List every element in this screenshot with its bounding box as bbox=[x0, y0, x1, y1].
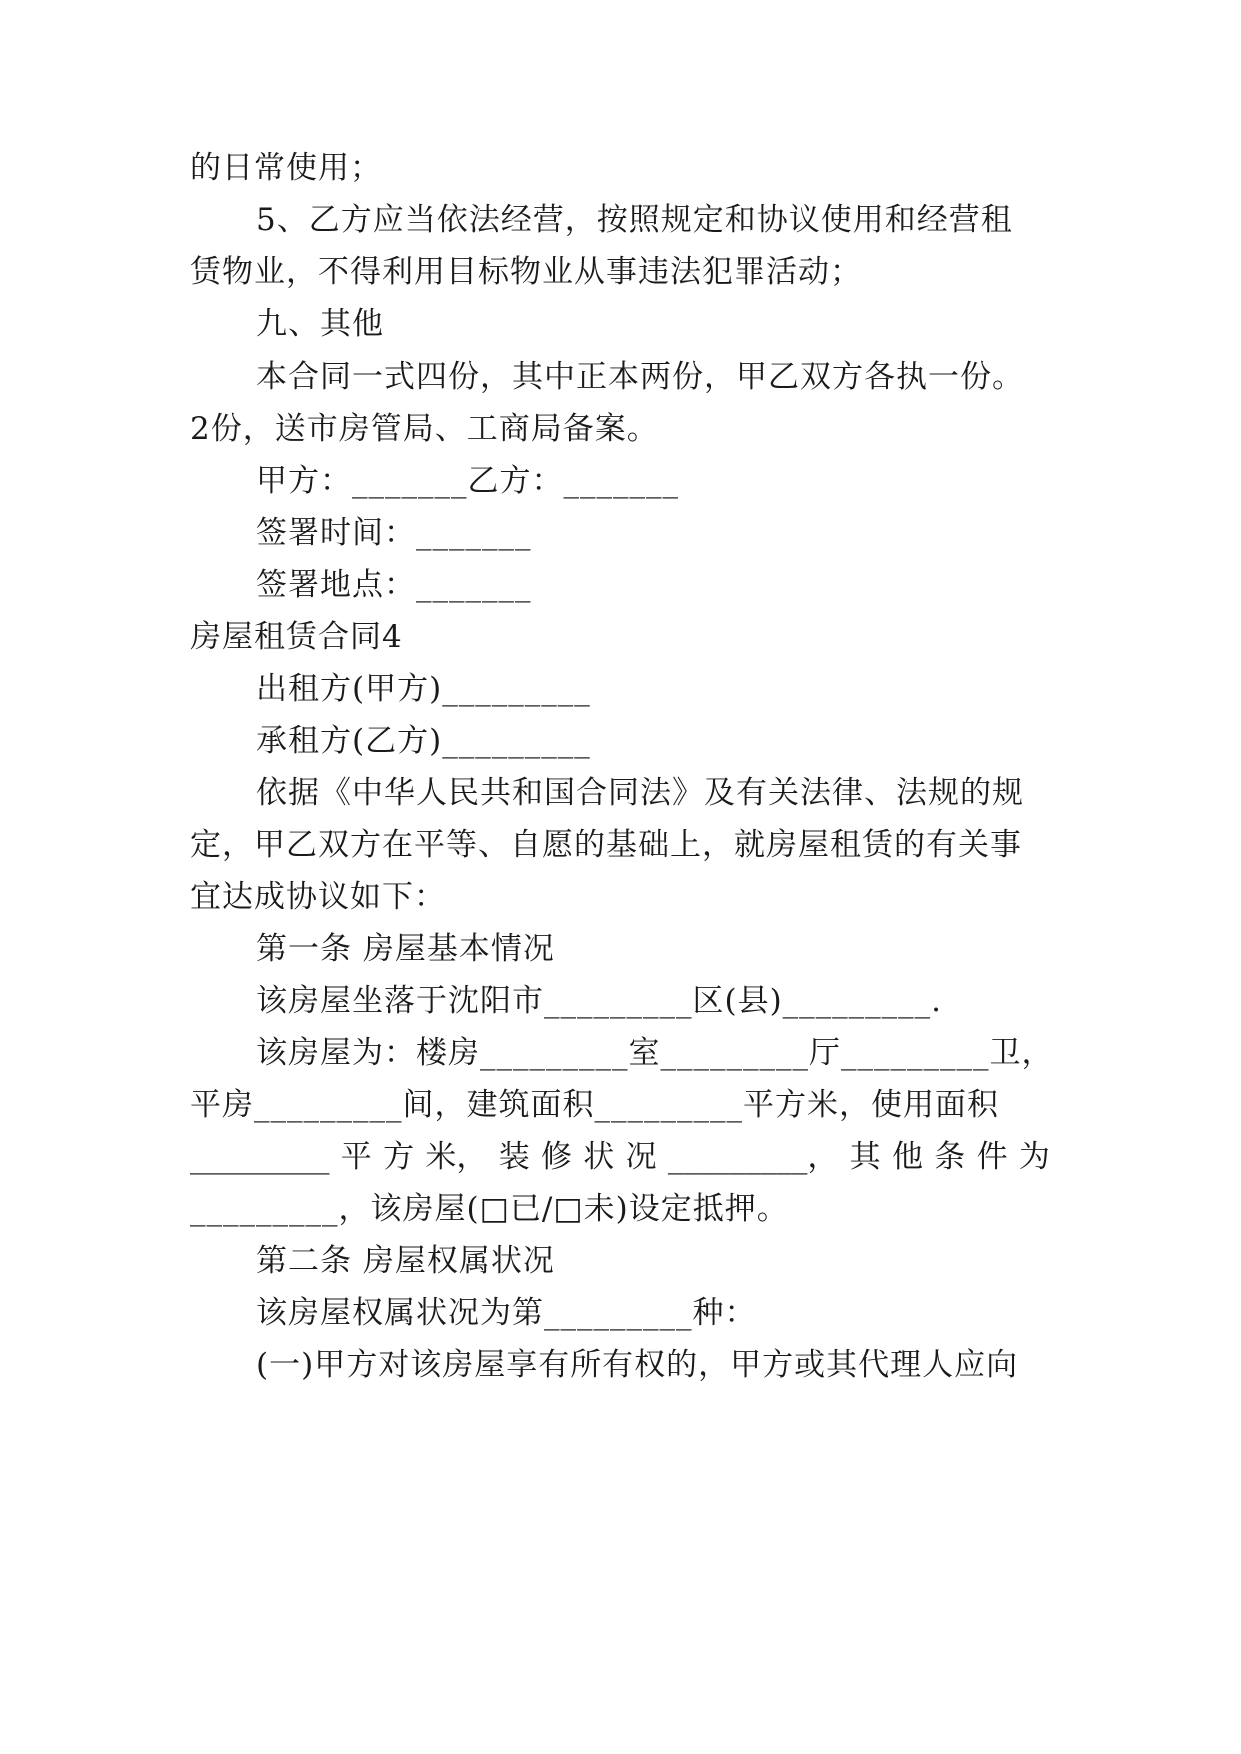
text-line-20 bbox=[190, 1137, 1050, 1177]
justified-segment: 方 bbox=[383, 1139, 415, 1175]
justified-segment: 条 bbox=[934, 1139, 966, 1175]
justified-segment: 修 bbox=[540, 1139, 572, 1175]
justified-segment: 状 bbox=[583, 1139, 615, 1175]
justified-segment: 其 bbox=[849, 1139, 881, 1175]
justified-segment: _________ bbox=[190, 1139, 330, 1175]
text-line-6: 2份，送市房管局、工商局备案。 bbox=[190, 411, 659, 447]
section-heading-other: 九、其他 bbox=[256, 306, 384, 342]
signing-place-line: 签署地点：_______ bbox=[256, 567, 532, 603]
text-line-1: 的日常使用； bbox=[190, 150, 382, 186]
article-1-heading: 第一条 房屋基本情况 bbox=[256, 931, 555, 967]
text-line-14: 定，甲乙双方在平等、自愿的基础上，就房屋租赁的有关事 bbox=[190, 827, 1022, 863]
signing-time-line: 签署时间：_______ bbox=[256, 515, 532, 551]
text-line-24: (一)甲方对该房屋享有所有权的，甲方或其代理人应向 bbox=[256, 1347, 1019, 1383]
contract-title: 房屋租赁合同4 bbox=[190, 619, 403, 655]
text-line-17: 该房屋坐落于沈阳市_________区(县)_________. bbox=[256, 983, 943, 1019]
text-line-13: 依据《中华人民共和国合同法》及有关法律、法规的规 bbox=[256, 775, 1024, 811]
text-line-21: _________，该房屋(□已/□未)设定抵押。 bbox=[190, 1191, 789, 1227]
text-line-3: 赁物业，不得利用目标物业从事违法犯罪活动； bbox=[190, 254, 862, 290]
text-line-5: 本合同一式四份，其中正本两份，甲乙双方各执一份。 bbox=[256, 359, 1024, 395]
justified-segment: 件 bbox=[976, 1139, 1008, 1175]
text-line-19: 平房_________间，建筑面积_________平方米，使用面积 bbox=[190, 1087, 999, 1123]
article-2-heading: 第二条 房屋权属状况 bbox=[256, 1243, 555, 1279]
lessee-line: 承租方(乙方)_________ bbox=[256, 723, 591, 759]
justified-segment: 他 bbox=[891, 1139, 923, 1175]
text-line-23: 该房屋权属状况为第_________种： bbox=[256, 1295, 757, 1331]
justified-segment: 为 bbox=[1018, 1139, 1050, 1175]
lessor-line: 出租方(甲方)_________ bbox=[256, 671, 591, 707]
text-line-18: 该房屋为：楼房_________室_________厅_________卫， bbox=[256, 1035, 1054, 1071]
justified-segment: 装 bbox=[498, 1139, 530, 1175]
justified-segment: 米， bbox=[425, 1139, 488, 1175]
justified-segment: _________， bbox=[667, 1139, 839, 1175]
justified-segment: 平 bbox=[340, 1139, 372, 1175]
justified-segment: 况 bbox=[625, 1139, 657, 1175]
text-line-15: 宜达成协议如下： bbox=[190, 879, 446, 915]
text-line-2: 5、乙方应当依法经营，按照规定和协议使用和经营租 bbox=[256, 202, 1013, 238]
signature-parties-line: 甲方：_______乙方：_______ bbox=[256, 463, 679, 499]
